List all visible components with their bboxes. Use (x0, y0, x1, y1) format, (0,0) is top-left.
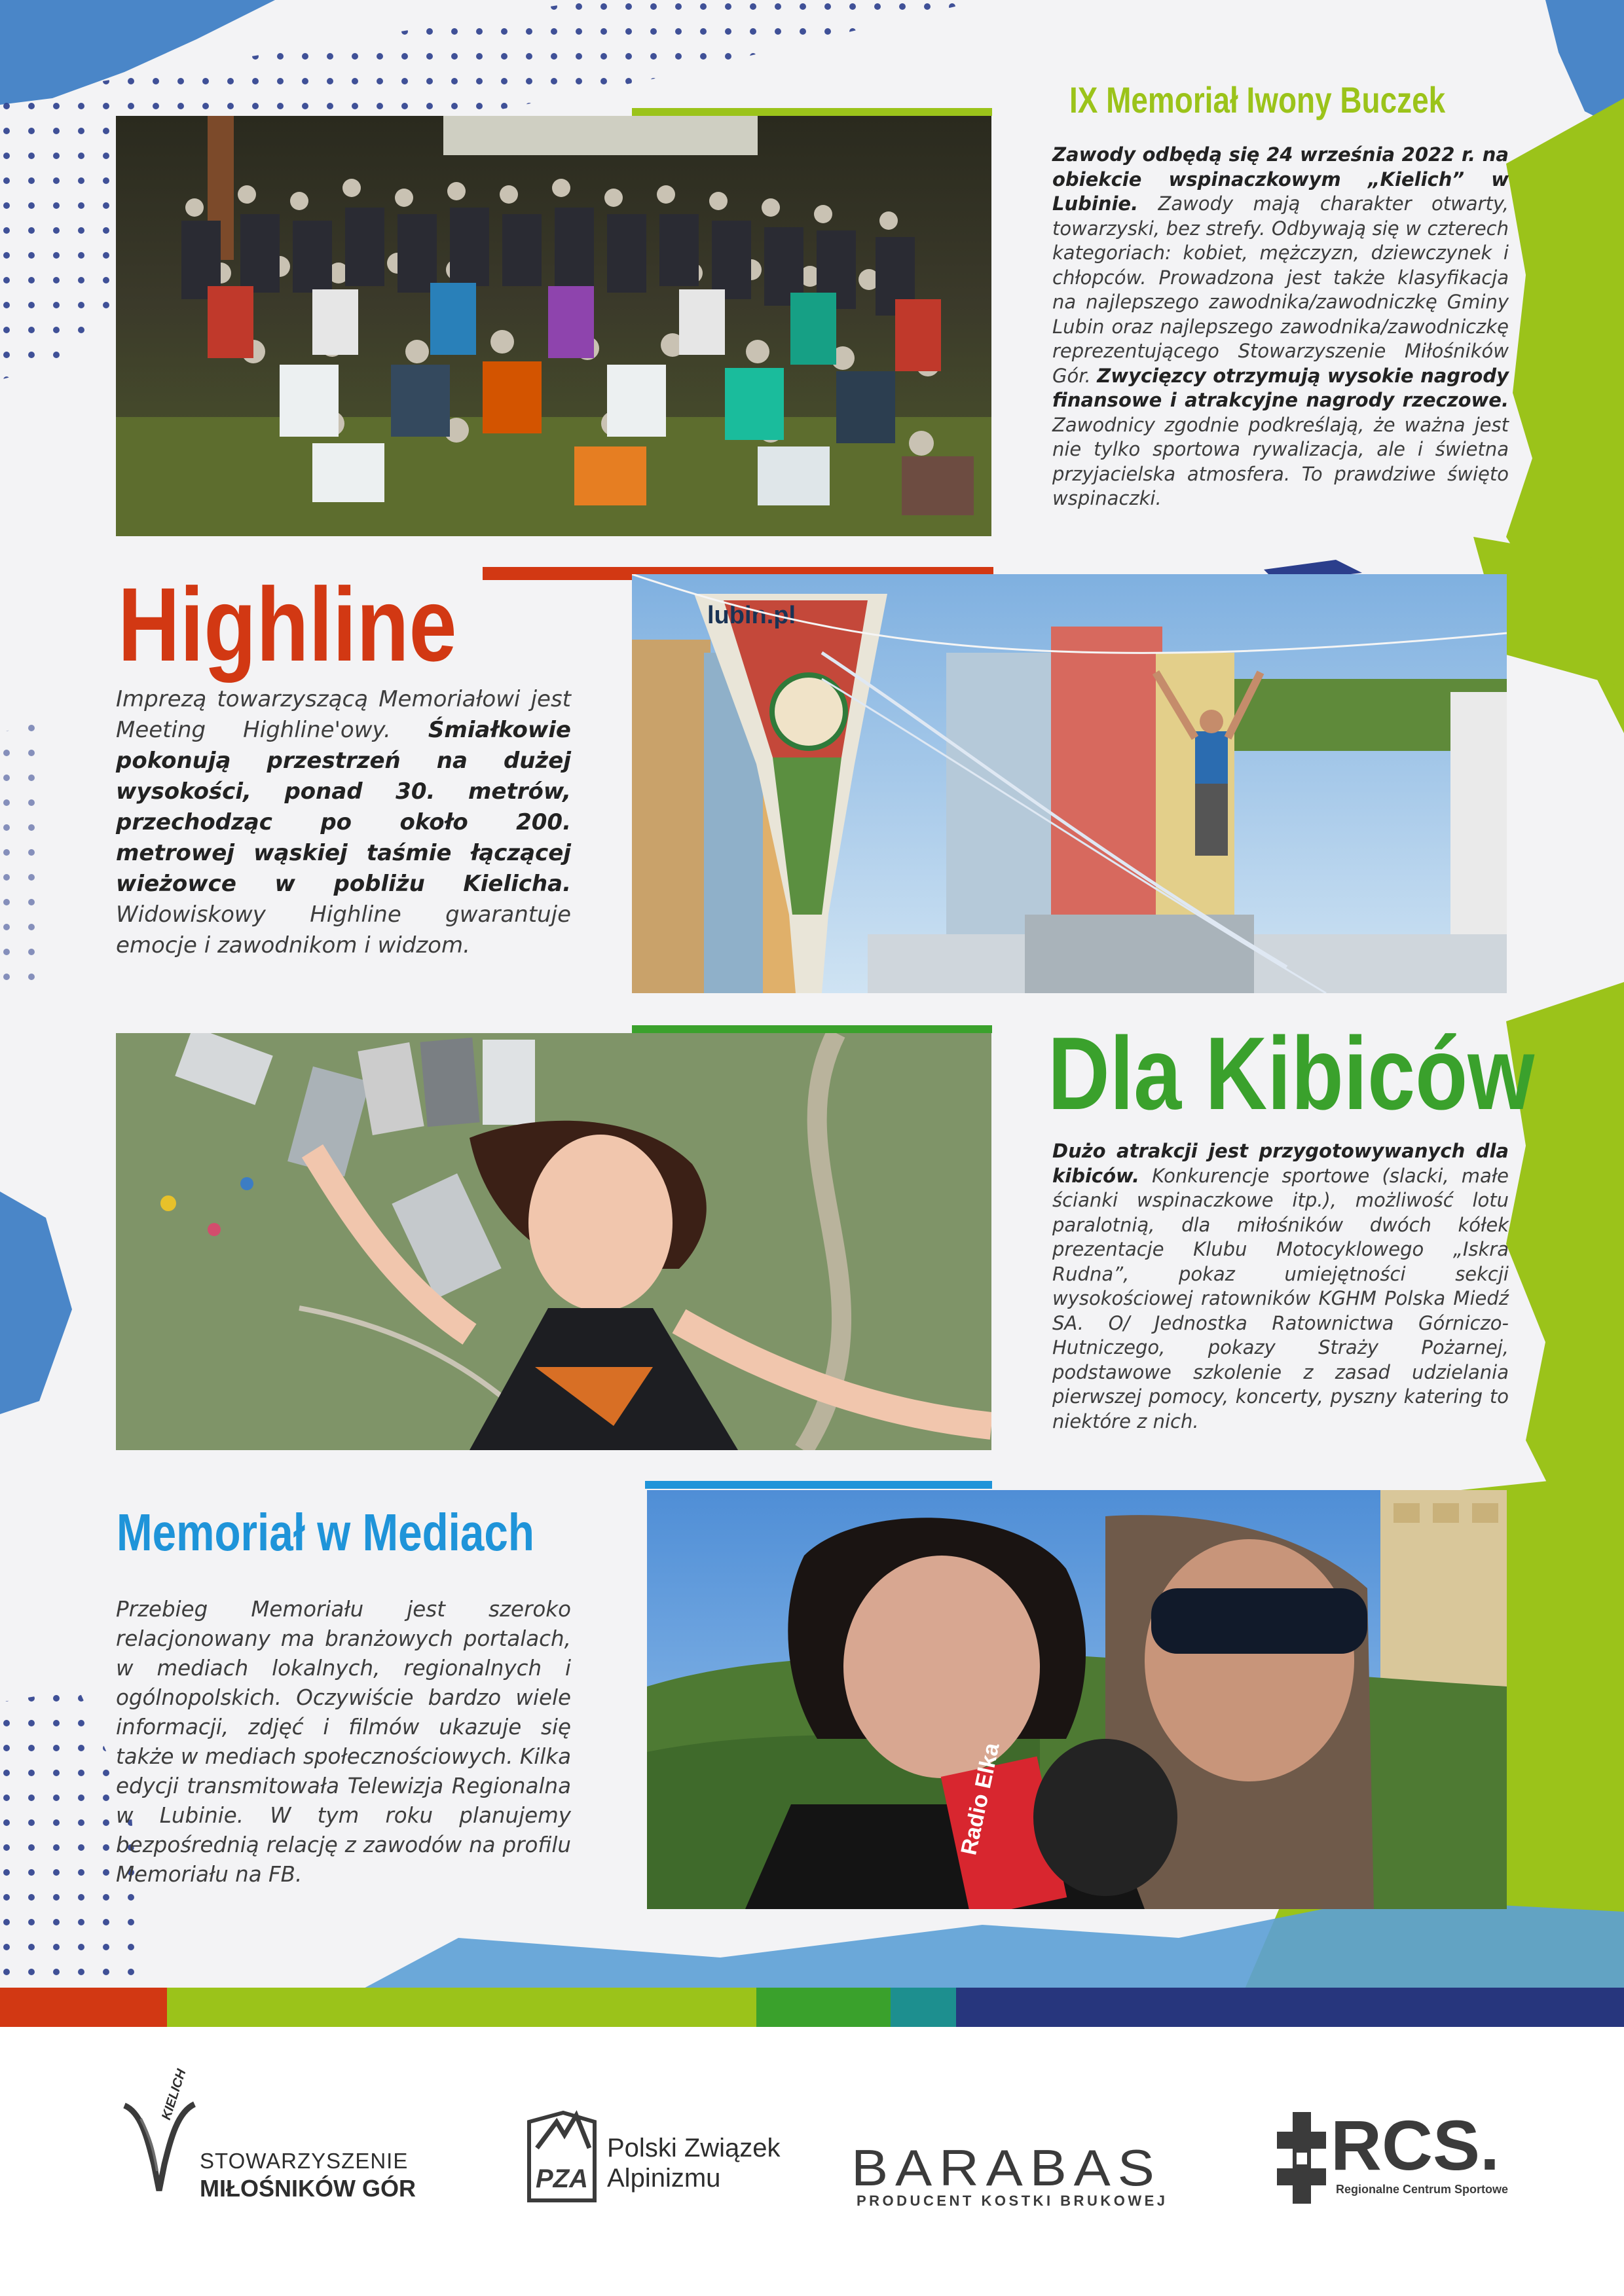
highline-title: Highline (118, 566, 457, 683)
memorial-title: IX Memoriał Iwony Buczek (1069, 79, 1446, 120)
kibice-description (1052, 1139, 1509, 1434)
logo3-main: BARABAS (851, 2139, 1162, 2196)
media-title: Memoriał w Mediach (117, 1503, 534, 1561)
stripe-green (756, 1988, 891, 2027)
mic-label: Radio Elka (956, 1740, 1005, 1857)
logo3-sub: PRODUCENT KOSTKI BRUKOWEJ (857, 2193, 1168, 2209)
logo2-line2: Alpinizmu (607, 2164, 721, 2193)
footer (0, 2027, 1624, 2296)
photo-selfie-aerial (116, 1033, 991, 1450)
memorial-bold-1: Zawody odbędą się 24 września 2022 r. na obiekcie wspinaczkowym „Kielich” w Lubinie. (1052, 143, 1509, 215)
color-stripe (0, 1988, 1624, 2027)
rcs-cross-icon (1277, 2112, 1326, 2204)
memorial-text-2: Zawodnicy zgodnie podkreślają, że ważna jest nie tylko sportowa rywalizacja, ale i świetna przyjacielska atmosfera. To prawdziwe święto wspinaczki. (1052, 413, 1509, 509)
memorial-description (1052, 143, 1509, 511)
logo-rcs (1277, 2105, 1526, 2204)
media-description: Przebieg Memoriału jest szeroko relacjonowany ma branżowych portalach, w mediach lokalnych, regionalnych i ogólnopolskich. Oczywiście bardzo wiele informacji, zdjęć i filmów ukazuje się także w mediach społecznościowych. Kilka edycji transmitowała Telewizja Regionalna w Lubinie. W tym roku planujemy bezpośrednią relację z zawodów na profilu Memoriału na FB. (116, 1597, 571, 1887)
stripe-lime (167, 1988, 756, 2027)
logo4-sub: Regionalne Centrum Sportowe (1336, 2183, 1509, 2196)
logo1-small-text: KIELICH (159, 2067, 189, 2122)
blue-accent-bar (645, 1481, 992, 1489)
logo4-main: RCS. (1331, 2105, 1500, 2185)
memorial-text-1: Zawody mają charakter otwarty, towarzyski, bez strefy. Odbywają się w czterech kategoriach: kobiet, mężczyzn, dziewczynek i chłopców. Prowadzona jest także klasyfikacja na najlepszego zawodnika/zawodniczkę Gminy Lubin oraz najlepszego zawodnika/zawodniczkę reprezentującego Stowarzyszenie Miłośników Gór. (1052, 192, 1509, 387)
photo-media (647, 1490, 1507, 1909)
green-accent-bar-2 (632, 1025, 992, 1033)
stripe-teal (891, 1988, 956, 2027)
logo1-line1: STOWARZYSZENIE (200, 2149, 409, 2173)
highline-bold: Śmiałkowie pokonują przestrzeń na dużej wysokości, ponad 30. metrów, przechodząc po około 200. metrowej wąskiej taśmie łączącej wieżowce w pobliżu Kielicha. (116, 717, 571, 897)
pza-mark: PZA (536, 2164, 588, 2193)
photo-highline (632, 574, 1507, 993)
logo2-line1: Polski Związek (607, 2134, 781, 2162)
sign-text: lubin.pl (707, 602, 796, 629)
kibice-bold: Dużo atrakcji jest przygotowywanych dla kibiców. (1052, 1140, 1509, 1187)
highline-text-2: Widowiskowy Highline gwarantuje emocje i zawodnikom i widzom. (116, 902, 571, 958)
highline-text-1: Imprezą towarzyszącą Memoriałowi jest Meeting Highline'owy. (116, 686, 571, 743)
photo-group (116, 116, 991, 536)
stripe-navy (956, 1988, 1624, 2027)
memorial-bold-2: Zwycięzcy otrzymują wysokie nagrody finansowe i atrakcyjne nagrody rzeczowe. (1052, 364, 1509, 411)
kibice-text: Konkurencje sportowe (slacki, małe ścianki wspinaczkowe itp.), możliwość lotu paralotnią, dla miłośników dwóch kółek prezentacje Klubu Motocyklowego „Iskra Rudna”, pokaz umiejętności sekcji wysokościowej ratowników KGHM Polska Miedź SA. O/ Jednostka Ratownictwa Górniczo-Hutniczego, pokazy Straży Pożarnej, podstawowe szkolenie z zasad udzielania pierwszej pomocy, koncerty, pyszny katering to niektóre z nich. (1052, 1164, 1509, 1432)
pza-logo-icon (524, 2109, 599, 2207)
logo1-line2: MIŁOŚNIKÓW GÓR (200, 2175, 416, 2202)
stripe-red (0, 1988, 167, 2027)
highline-description (116, 684, 571, 961)
logo-barabas (851, 2138, 1218, 2210)
kibice-title: Dla Kibiców (1048, 1016, 1535, 1131)
logo-stowarzyszenie (121, 2067, 475, 2204)
green-accent-bar (632, 108, 992, 116)
logo-pza (524, 2109, 812, 2207)
